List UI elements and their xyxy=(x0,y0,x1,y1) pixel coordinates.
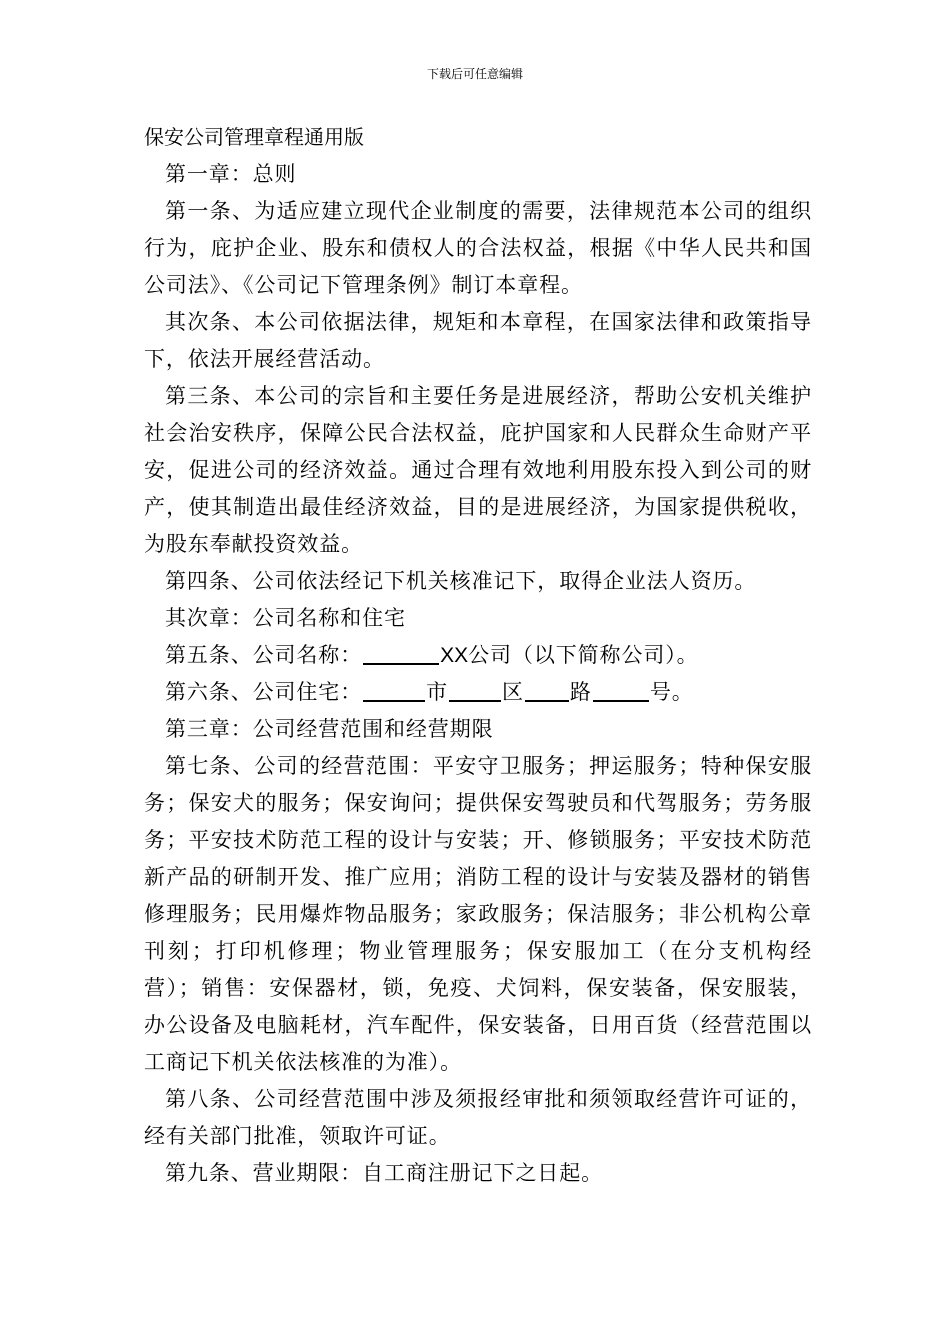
page-header-note: 下载后可任意编辑 xyxy=(426,67,523,81)
article-9: 第九条、营业期限：自工商注册记下之日起。 xyxy=(165,1161,603,1185)
article-6 xyxy=(144,674,812,711)
document-title: 保安公司管理章程通用版 xyxy=(144,125,364,149)
chapter-1-heading: 第一章：总则 xyxy=(165,162,297,186)
chapter-2-heading: 其次章：公司名称和住宅 xyxy=(165,606,406,630)
article-5-prefix: 第五条、公司名称： xyxy=(165,643,363,667)
article-6-road: 路 xyxy=(569,680,592,704)
article-2: 其次条、本公司依据法律，规矩和本章程，在国家法律和政策指导下，依法开展经营活动。 xyxy=(144,310,812,371)
company-name-blank xyxy=(363,639,439,665)
chapter-3-heading: 第三章：公司经营范围和经营期限 xyxy=(165,717,494,741)
article-1: 第一条、为适应建立现代企业制度的需要，法律规范本公司的组织行为，庇护企业、股东和债权人的合法权益，根据《中华人民共和国公司法》、《公司记下管理条例》制订本章程。 xyxy=(144,199,812,297)
article-5 xyxy=(144,637,812,674)
article-8: 第八条、公司经营范围中涉及须报经审批和须领取经营许可证的，经有关部门批准，领取许可证。 xyxy=(144,1087,812,1148)
article-3: 第三条、本公司的宗旨和主要任务是进展经济，帮助公安机关维护社会治安秩序，保障公民合法权益，庇护国家和人民群众生命财产平安，促进公司的经济效益。通过合理有效地利用股东投入到公司的财产，使其制造出最佳经济效益，目的是进展经济，为国家提供税收，为股东奉献投资效益。 xyxy=(144,384,812,556)
article-4: 第四条、公司依法经记下机关核准记下，取得企业法人资历。 xyxy=(165,569,757,593)
article-6-prefix: 第六条、公司住宅： xyxy=(165,680,363,704)
district-blank xyxy=(449,676,501,702)
document-body xyxy=(144,119,812,1192)
article-6-district: 区 xyxy=(502,680,524,704)
article-5-xx: XX xyxy=(440,644,469,667)
article-6-city: 市 xyxy=(426,680,449,704)
number-blank xyxy=(593,676,649,702)
article-6-number: 号。 xyxy=(649,680,694,704)
road-blank xyxy=(525,676,569,702)
city-blank xyxy=(363,676,425,702)
article-7: 第七条、公司的经营范围：平安守卫服务；押运服务；特种保安服务；保安犬的服务；保安询问；提供保安驾驶员和代驾服务；劳务服务；平安技术防范工程的设计与安装；开、修锁服务；平安技术防范新产品的研制开发、推广应用；消防工程的设计与安装及器材的销售修理服务；民用爆炸物品服务；家政服务；保洁服务；非公机构公章刊刻；打印机修理；物业管理服务；保安服加工（在分支机构经营）；销售：安保器材，锁，免疫、犬饲料，保安装备，保安服装，办公设备及电脑耗材，汽车配件，保安装备，日用百货（经营范围以工商记下机关依法核准的为准）。 xyxy=(144,754,812,1074)
article-5-suffix: 公司（以下简称公司）。 xyxy=(468,643,699,667)
